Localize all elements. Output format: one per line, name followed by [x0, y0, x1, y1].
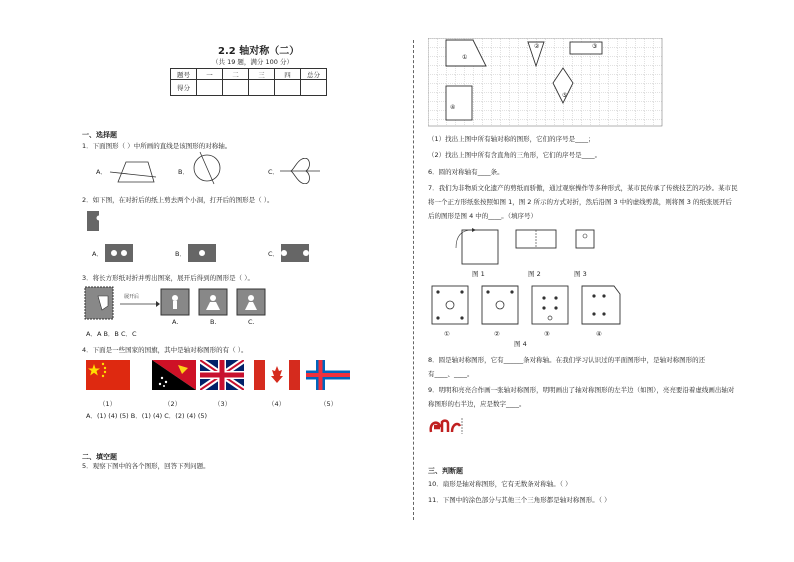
q10-text: 10．扇形是轴对称图形，它有无数条对称轴。（ ）	[428, 480, 572, 488]
q1-circle-icon	[190, 150, 224, 186]
q3-folded-icon	[84, 286, 114, 320]
fig1-label: 图 1	[472, 270, 485, 278]
q11-text: 11．下图中的涂色部分与其他三个三角形都是轴对称图形。（ ）	[428, 496, 611, 504]
fig4-label: 图 4	[514, 340, 527, 348]
grid-mark-5: ⑤	[562, 92, 568, 99]
q4-options[interactable]: A．(1) (4) (5) B．(1) (4) C．(2) (4) (5)	[86, 412, 208, 420]
q3-option-a-icon	[160, 288, 190, 316]
fig4-option-2[interactable]: ②	[494, 330, 500, 338]
q2-option-a[interactable]: A．	[92, 250, 103, 258]
q9-line1: 9．明明和亮亮合作画一张轴对称图形，明明画出了轴对称图形的左半边（如图），亮亮要沿着虚线画出轴对	[428, 386, 735, 394]
score-cell: 二	[223, 69, 249, 80]
q8-line1: 8．圆是轴对称图形，它有______条对称轴。在我们学习认识过的平面图形中，是轴对称图形的还	[428, 356, 706, 364]
q7-line2: 将一个正方形纸张按照如图 1，图 2 所示的方式对折，然后沿图 3 中的虚线剪裁，则将图 3 的纸张展开后	[428, 198, 733, 206]
fig4-option-4[interactable]: ④	[596, 330, 602, 338]
q5-part1: （1）找出上图中所有轴对称的图形，它们的序号是____；	[428, 135, 595, 143]
q3-label-b: B.	[210, 318, 217, 326]
score-input[interactable]	[223, 80, 249, 96]
grid-mark-2: ②	[534, 43, 540, 50]
q3-option-c-icon	[236, 288, 266, 316]
q7-line3: 后的图形是图 4 中的____。（填序号）	[428, 212, 538, 220]
q1-option-a[interactable]: A．	[96, 168, 107, 176]
q1-heart-icon	[280, 158, 322, 184]
score-input[interactable]	[275, 80, 301, 96]
q2-shape-b-icon	[187, 243, 217, 263]
fig4-options	[428, 284, 628, 328]
q4-text: 4．下面是一些国家的国旗，其中是轴对称图形的有（ ）。	[82, 346, 248, 354]
q2-shape-c-icon	[280, 243, 310, 263]
fig3-label: 图 3	[574, 270, 587, 278]
q9-half-figure-icon	[428, 416, 464, 436]
q2-option-b[interactable]: B．	[175, 250, 186, 258]
q1-text: 1．下面图形（ ）中所画的直线是该图形的对称轴。	[82, 142, 232, 150]
q3-text: 3．将长方形纸对折并剪出图案，展开后得到的图形是（ ）。	[82, 274, 254, 282]
q8-line2: 有____、____。	[428, 370, 474, 378]
flag-label: （4）	[268, 400, 286, 408]
q1-option-b[interactable]: B．	[178, 168, 189, 176]
score-cell: 一	[197, 69, 223, 80]
score-cell: 三	[249, 69, 275, 80]
q2-folded-paper-icon	[86, 210, 100, 232]
q2-option-c[interactable]: C．	[268, 250, 280, 258]
flag-china-icon	[86, 360, 130, 390]
q9-line2: 称图形的右半边，应是数字____。	[428, 400, 526, 408]
page-subtitle: （共 19 题，满分 100 分）	[212, 58, 293, 66]
fig4-option-1[interactable]: ①	[444, 330, 450, 338]
score-input[interactable]	[249, 80, 275, 96]
grid-mark-1: ①	[462, 54, 468, 61]
grid-mark-4: ④	[450, 104, 456, 111]
fig2-label: 图 2	[528, 270, 541, 278]
section-3: 三、判断题	[428, 467, 463, 475]
q3-arrow-icon	[120, 300, 160, 308]
grid-figure	[428, 38, 668, 128]
section-2: 二、填空题	[82, 453, 117, 461]
q5-part2: （2）找出上图中所有含直角的三角形，它们的序号是____。	[428, 151, 602, 159]
q5-text: 5．观察下图中的各个图形，回答下列问题。	[82, 462, 210, 470]
flag-uk-icon	[200, 360, 244, 390]
q3-option-b-icon	[198, 288, 228, 316]
score-cell: 题号	[171, 69, 197, 80]
score-cell: 四	[275, 69, 301, 80]
page-title: 2.2 轴对称（二）	[218, 46, 300, 57]
score-input[interactable]	[197, 80, 223, 96]
score-cell: 得分	[171, 80, 197, 96]
section-1: 一、选择题	[82, 131, 117, 139]
page-divider	[413, 40, 414, 520]
flag-label: （1）	[99, 400, 117, 408]
score-cell: 总分	[301, 69, 327, 80]
q6-text: 6．圆的对称轴有____条。	[428, 168, 504, 176]
q1-trapezoid-icon	[108, 157, 158, 187]
q7-folding-figures	[452, 226, 612, 268]
grid-mark-3: ③	[592, 43, 598, 50]
fig4-option-3[interactable]: ③	[544, 330, 550, 338]
flag-faroe-icon	[306, 360, 350, 390]
q7-line1: 7．我们为非物质文化遗产的剪纸而骄傲，通过观察操作等多种形式，某市民传承了传统技艺的巧妙。某市民	[428, 184, 738, 192]
flag-label: （5）	[320, 400, 338, 408]
flag-label: （2）	[164, 400, 182, 408]
q3-options[interactable]: A．A B．B C．C	[86, 330, 137, 338]
q3-arrow-label: 展开后	[124, 294, 140, 300]
q3-label-a: A.	[172, 318, 179, 326]
q3-label-c: C.	[248, 318, 255, 326]
flag-png-icon	[152, 360, 196, 390]
q2-text: 2．如下图，在对折后的纸上剪去两个小洞，打开后的图形是（ ）。	[82, 196, 274, 204]
q1-option-c[interactable]: C．	[268, 168, 280, 176]
score-input[interactable]	[301, 80, 327, 96]
score-table	[170, 68, 327, 96]
flag-canada-icon	[254, 360, 300, 390]
flag-label: （3）	[214, 400, 232, 408]
q2-shape-a-icon	[104, 243, 134, 263]
